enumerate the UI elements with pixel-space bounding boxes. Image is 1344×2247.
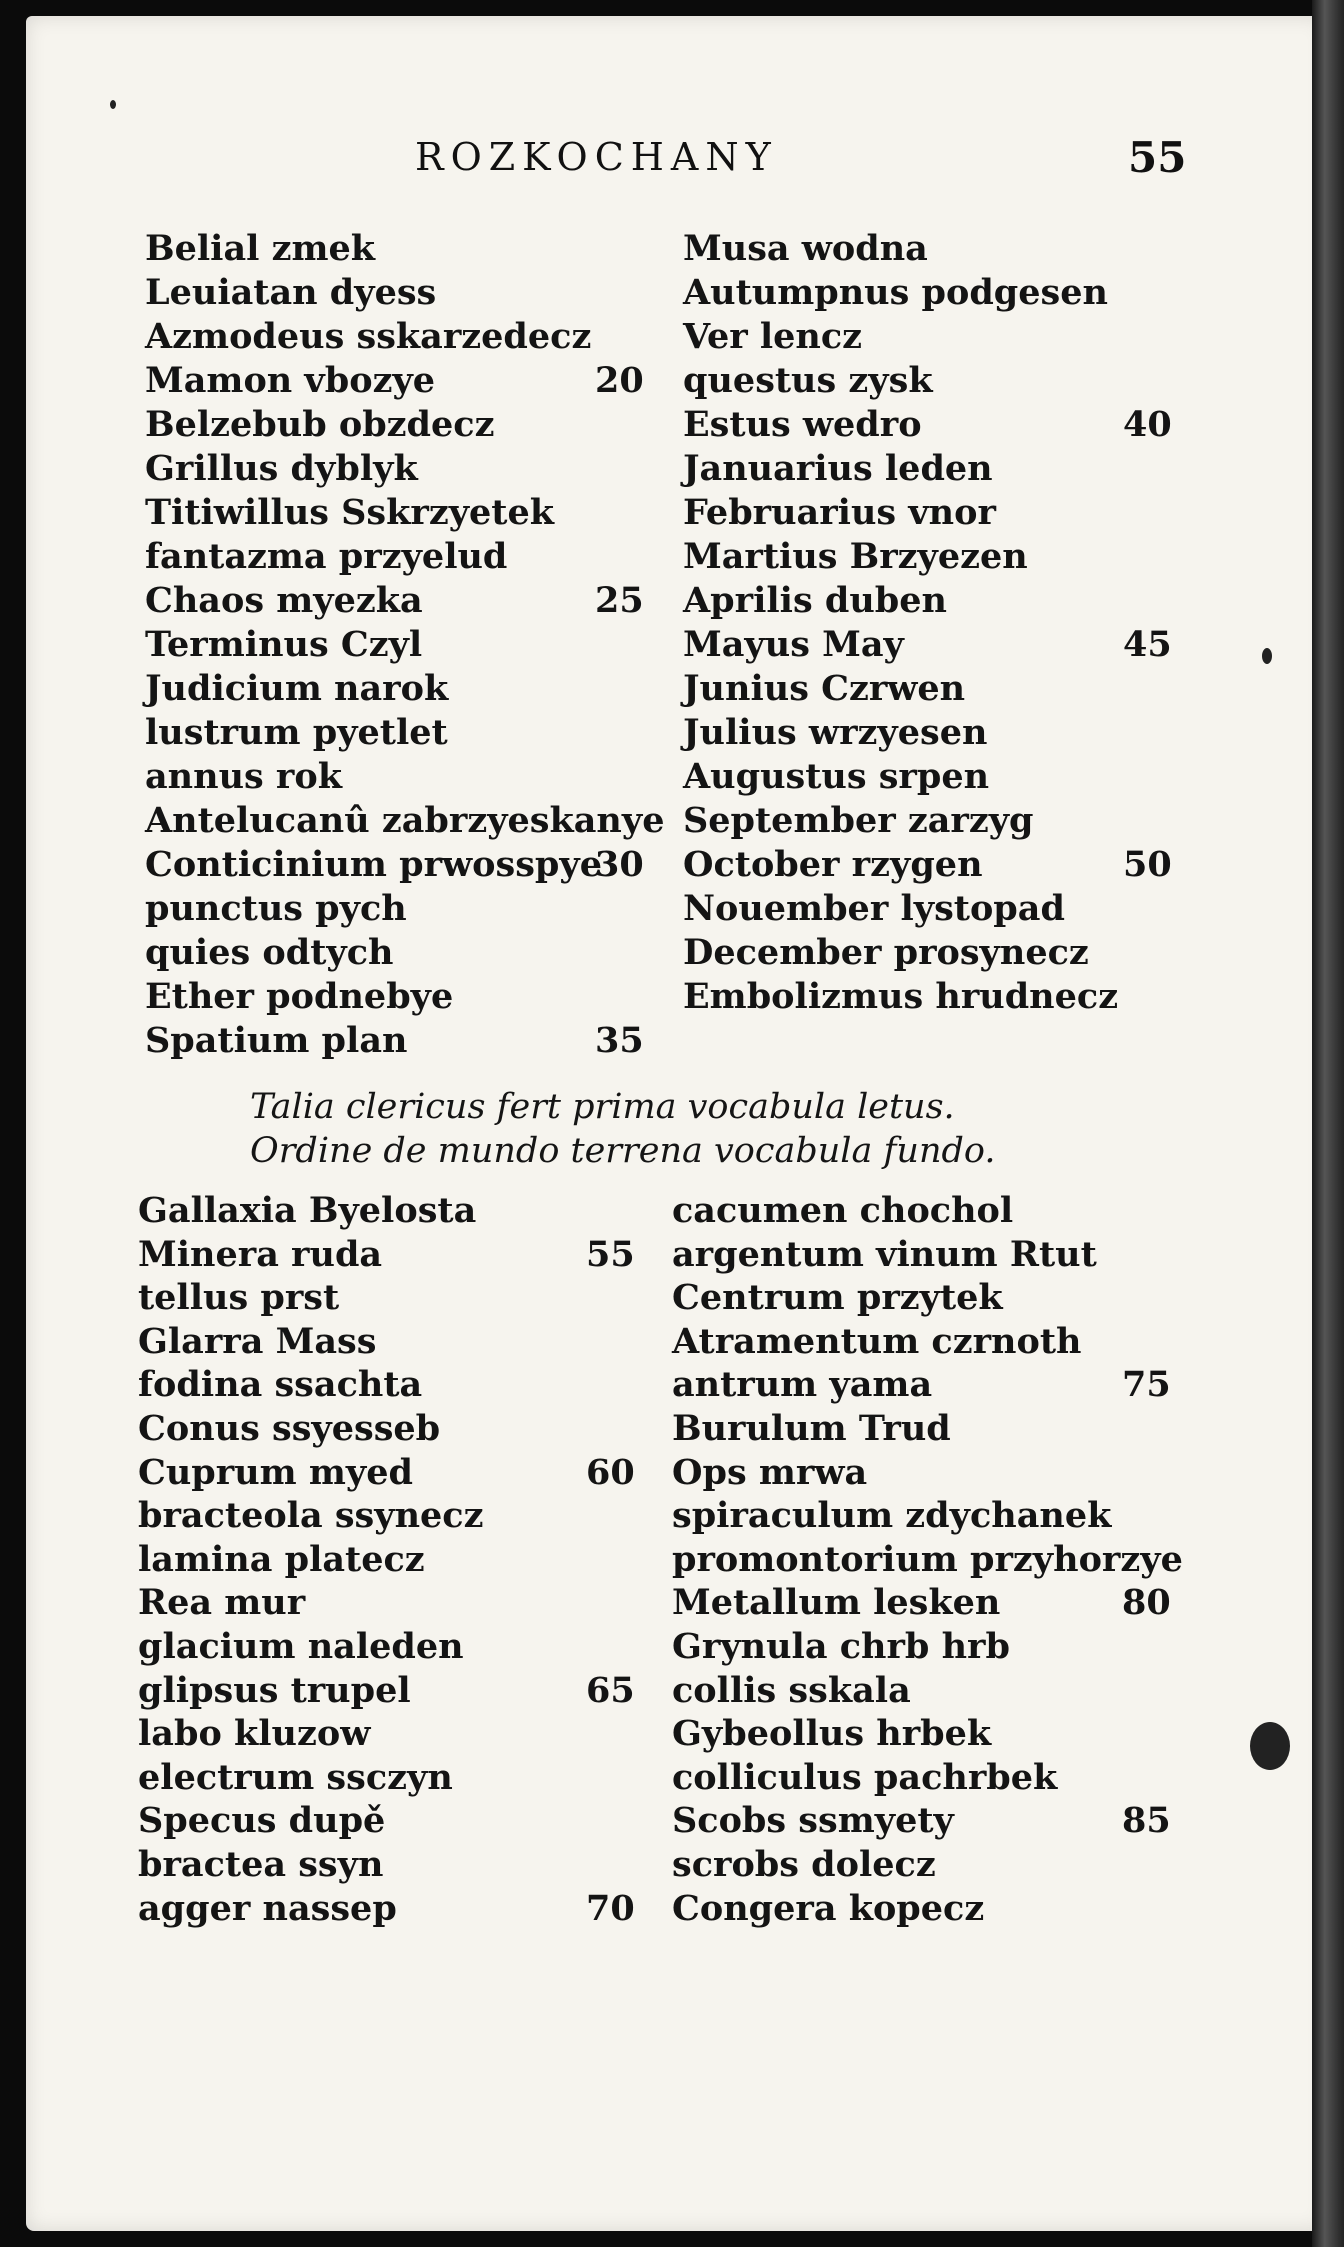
entry-text: Azmodeus sskarzedecz (145, 316, 592, 357)
motto-line-1: Talia clericus fert prima vocabula letus. (250, 1087, 955, 1127)
entry-text: electrum ssczyn (138, 1756, 453, 1798)
line-number: 30 (595, 844, 644, 885)
entry-text: labo kluzow (138, 1713, 371, 1755)
entry-text: spiraculum zdychanek (672, 1495, 1112, 1537)
entry-text: annus rok (145, 756, 342, 797)
entry-text: Conus ssyesseb (138, 1408, 441, 1449)
ink-blot (1250, 1722, 1290, 1770)
entry-text: Gybeollus hrbek (672, 1713, 992, 1755)
entry-text: Grynula chrb hrb (672, 1626, 1010, 1667)
entry-text: Atramentum czrnoth (672, 1320, 1082, 1362)
entry-text: Belzebub obzdecz (145, 404, 495, 445)
line-number: 55 (586, 1233, 635, 1275)
entry-text: Ether podnebye (145, 976, 454, 1017)
entry-text: Rea mur (138, 1582, 306, 1624)
entry-text: colliculus pachrbek (672, 1756, 1058, 1798)
ink-speck (1262, 648, 1272, 664)
entry-text: Titiwillus Sskrzyetek (145, 492, 554, 533)
entry-text: October rzygen (683, 844, 983, 885)
line-number: 50 (1123, 844, 1172, 885)
entry-text: Ops mrwa (672, 1451, 868, 1493)
entry-text: Belial zmek (145, 228, 376, 269)
entry-text: Aprilis duben (683, 580, 947, 621)
entry-text: agger nassep (138, 1887, 397, 1929)
line-number: 40 (1123, 404, 1172, 445)
entry-text: Terminus Czyl (145, 624, 423, 665)
line-number: 65 (586, 1669, 635, 1711)
entry-text: Mayus May (683, 624, 904, 665)
entry-text: Antelucanû zabrzyeskanye (145, 800, 665, 841)
entry-text: Embolizmus hrudnecz (683, 976, 1119, 1017)
entry-text: Leuiatan dyess (145, 272, 437, 313)
running-title: ROZKOCHANY (415, 135, 778, 179)
entry-text: Spatium plan (145, 1020, 408, 1061)
entry-text: Conticinium prwosspye (145, 844, 602, 885)
entry-text: Augustus srpen (683, 756, 990, 797)
entry-text: quies odtych (145, 932, 394, 973)
motto-line-2: Ordine de mundo terrena vocabula fundo. (250, 1131, 996, 1171)
entry-text: Congera kopecz (672, 1887, 985, 1929)
entry-text: Februarius vnor (683, 492, 996, 533)
entry-text: Nouember lystopad (683, 888, 1065, 929)
entry-text: Burulum Trud (672, 1408, 951, 1449)
entry-text: Martius Brzyezen (683, 536, 1028, 577)
entry-text: scrobs dolecz (672, 1844, 936, 1885)
entry-text: Junius Czrwen (683, 668, 966, 709)
entry-text: Minera ruda (138, 1233, 383, 1275)
line-number: 80 (1122, 1582, 1171, 1624)
entry-text: Mamon vbozye (145, 360, 436, 401)
line-number: 25 (595, 580, 644, 621)
page-edge-shadow (1312, 0, 1344, 2247)
entry-text: Metallum lesken (672, 1582, 1001, 1624)
entry-text: Januarius leden (683, 448, 993, 489)
line-number: 45 (1123, 624, 1172, 665)
entry-text: cacumen chochol (672, 1190, 1014, 1231)
entry-text: glacium naleden (138, 1626, 464, 1667)
line-number: 20 (595, 360, 644, 401)
entry-text: September zarzyg (683, 800, 1034, 841)
entry-text: Specus dupě (138, 1800, 386, 1842)
entry-text: Scobs ssmyety (672, 1800, 954, 1842)
line-number: 70 (586, 1887, 635, 1929)
entry-text: Ver lencz (683, 316, 863, 357)
line-number: 35 (595, 1020, 644, 1061)
entry-text: December prosynecz (683, 932, 1089, 973)
entry-text: lustrum pyetlet (145, 712, 448, 753)
entry-text: antrum yama (672, 1364, 933, 1406)
running-header (0, 135, 1344, 185)
entry-text: tellus prst (138, 1277, 340, 1319)
entry-text: lamina platecz (138, 1538, 425, 1580)
entry-text: Musa wodna (683, 228, 928, 269)
line-number: 75 (1122, 1364, 1171, 1406)
entry-text: promontorium przyhorzye (672, 1538, 1183, 1580)
entry-text: fodina ssachta (138, 1364, 423, 1406)
entry-text: questus zysk (683, 360, 933, 401)
entry-text: Grillus dyblyk (145, 448, 418, 489)
entry-text: fantazma przyelud (145, 536, 508, 577)
entry-text: Estus wedro (683, 404, 922, 445)
line-number: 85 (1122, 1800, 1171, 1842)
entry-text: glipsus trupel (138, 1669, 411, 1711)
entry-text: Cuprum myed (138, 1451, 413, 1493)
entry-text: Glarra Mass (138, 1320, 377, 1362)
ink-speck (110, 100, 116, 109)
line-number: 60 (586, 1451, 635, 1493)
entry-text: argentum vinum Rtut (672, 1233, 1097, 1275)
entry-text: Autumpnus podgesen (683, 272, 1108, 313)
entry-text: Chaos myezka (145, 580, 423, 621)
entry-text: punctus pych (145, 888, 407, 929)
entry-text: collis sskala (672, 1669, 911, 1711)
page-number: 55 (1128, 133, 1187, 182)
entry-text: Centrum przytek (672, 1277, 1003, 1319)
entry-text: Julius wrzyesen (683, 712, 988, 753)
entry-text: bracteola ssynecz (138, 1495, 484, 1537)
entry-text: Judicium narok (145, 668, 449, 709)
entry-text: Gallaxia Byelosta (138, 1190, 477, 1231)
entry-text: bractea ssyn (138, 1844, 384, 1885)
